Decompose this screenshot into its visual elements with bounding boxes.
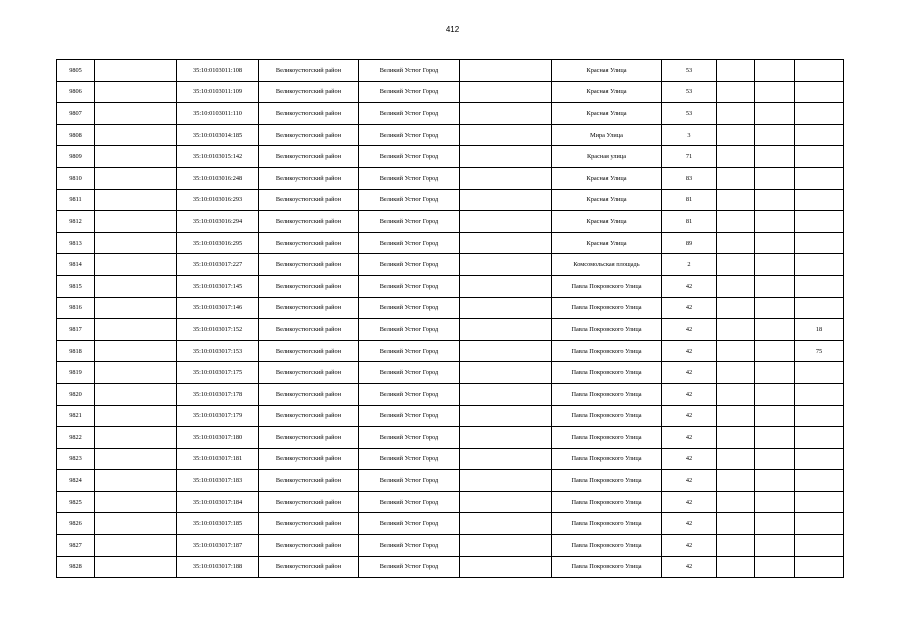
city-cell: Великий Устюг Город <box>359 275 460 297</box>
apartment-number-cell <box>795 448 844 470</box>
empty-cell <box>717 254 755 276</box>
row-number-cell: 9823 <box>57 448 95 470</box>
table-row <box>57 405 844 427</box>
apartment-number-cell <box>795 513 844 535</box>
empty-cell <box>95 405 177 427</box>
city-cell: Великий Устюг Город <box>359 513 460 535</box>
city-cell: Великий Устюг Город <box>359 491 460 513</box>
street-cell: Павла Покровского Улица <box>552 427 662 449</box>
district-cell: Великоустюгский район <box>259 513 359 535</box>
row-number-cell: 9805 <box>57 60 95 82</box>
empty-cell <box>755 232 795 254</box>
city-cell: Великий Устюг Город <box>359 535 460 557</box>
house-number-cell: 83 <box>662 167 717 189</box>
house-number-cell: 81 <box>662 211 717 233</box>
row-number-cell: 9806 <box>57 81 95 103</box>
apartment-number-cell <box>795 254 844 276</box>
district-cell: Великоустюгский район <box>259 427 359 449</box>
city-cell: Великий Устюг Город <box>359 146 460 168</box>
empty-cell <box>460 60 552 82</box>
empty-cell <box>95 556 177 578</box>
empty-cell <box>95 60 177 82</box>
street-cell: Павла Покровского Улица <box>552 275 662 297</box>
street-cell: Комсомольская площадь <box>552 254 662 276</box>
table-row <box>57 448 844 470</box>
district-cell: Великоустюгский район <box>259 103 359 125</box>
street-cell: Павла Покровского Улица <box>552 362 662 384</box>
empty-cell <box>755 405 795 427</box>
cadastral-number-cell: 35:10:0103016:294 <box>177 211 259 233</box>
empty-cell <box>755 491 795 513</box>
empty-cell <box>717 427 755 449</box>
cadastral-number-cell: 35:10:0103017:184 <box>177 491 259 513</box>
empty-cell <box>460 448 552 470</box>
empty-cell <box>717 319 755 341</box>
cadastral-number-cell: 35:10:0103017:175 <box>177 362 259 384</box>
empty-cell <box>717 491 755 513</box>
empty-cell <box>717 297 755 319</box>
row-number-cell: 9814 <box>57 254 95 276</box>
district-cell: Великоустюгский район <box>259 319 359 341</box>
row-number-cell: 9825 <box>57 491 95 513</box>
city-cell: Великий Устюг Город <box>359 383 460 405</box>
empty-cell <box>717 535 755 557</box>
row-number-cell: 9828 <box>57 556 95 578</box>
empty-cell <box>95 427 177 449</box>
district-cell: Великоустюгский район <box>259 297 359 319</box>
street-cell: Павла Покровского Улица <box>552 448 662 470</box>
empty-cell <box>755 167 795 189</box>
empty-cell <box>717 470 755 492</box>
city-cell: Великий Устюг Город <box>359 340 460 362</box>
empty-cell <box>460 470 552 492</box>
empty-cell <box>95 448 177 470</box>
street-cell: Павла Покровского Улица <box>552 556 662 578</box>
street-cell: Павла Покровского Улица <box>552 470 662 492</box>
empty-cell <box>95 211 177 233</box>
row-number-cell: 9808 <box>57 124 95 146</box>
empty-cell <box>755 470 795 492</box>
city-cell: Великий Устюг Город <box>359 448 460 470</box>
row-number-cell: 9822 <box>57 427 95 449</box>
empty-cell <box>460 167 552 189</box>
empty-cell <box>755 189 795 211</box>
row-number-cell: 9816 <box>57 297 95 319</box>
street-cell: Павла Покровского Улица <box>552 513 662 535</box>
empty-cell <box>460 319 552 341</box>
empty-cell <box>460 103 552 125</box>
cadastral-number-cell: 35:10:0103017:152 <box>177 319 259 341</box>
empty-cell <box>717 167 755 189</box>
row-number-cell: 9815 <box>57 275 95 297</box>
table-row <box>57 146 844 168</box>
house-number-cell: 53 <box>662 103 717 125</box>
empty-cell <box>460 535 552 557</box>
district-cell: Великоустюгский район <box>259 362 359 384</box>
row-number-cell: 9820 <box>57 383 95 405</box>
row-number-cell: 9809 <box>57 146 95 168</box>
empty-cell <box>755 319 795 341</box>
district-cell: Великоустюгский район <box>259 383 359 405</box>
city-cell: Великий Устюг Город <box>359 556 460 578</box>
cadastral-number-cell: 35:10:0103011:109 <box>177 81 259 103</box>
house-number-cell: 42 <box>662 491 717 513</box>
empty-cell <box>717 340 755 362</box>
house-number-cell: 81 <box>662 189 717 211</box>
row-number-cell: 9817 <box>57 319 95 341</box>
street-cell: Красная Улица <box>552 211 662 233</box>
row-number-cell: 9826 <box>57 513 95 535</box>
table-row <box>57 319 844 341</box>
city-cell: Великий Устюг Город <box>359 60 460 82</box>
city-cell: Великий Устюг Город <box>359 297 460 319</box>
apartment-number-cell <box>795 556 844 578</box>
empty-cell <box>755 448 795 470</box>
empty-cell <box>460 254 552 276</box>
street-cell: Красная Улица <box>552 60 662 82</box>
empty-cell <box>95 535 177 557</box>
house-number-cell: 42 <box>662 405 717 427</box>
city-cell: Великий Устюг Город <box>359 167 460 189</box>
empty-cell <box>95 124 177 146</box>
cadastral-number-cell: 35:10:0103014:185 <box>177 124 259 146</box>
empty-cell <box>717 124 755 146</box>
city-cell: Великий Устюг Город <box>359 124 460 146</box>
apartment-number-cell <box>795 535 844 557</box>
apartment-number-cell: 75 <box>795 340 844 362</box>
row-number-cell: 9821 <box>57 405 95 427</box>
empty-cell <box>460 427 552 449</box>
empty-cell <box>95 146 177 168</box>
empty-cell <box>460 491 552 513</box>
empty-cell <box>460 383 552 405</box>
street-cell: Красная Улица <box>552 167 662 189</box>
table-row <box>57 124 844 146</box>
empty-cell <box>755 146 795 168</box>
empty-cell <box>95 319 177 341</box>
district-cell: Великоустюгский район <box>259 470 359 492</box>
house-number-cell: 3 <box>662 124 717 146</box>
empty-cell <box>755 556 795 578</box>
page-number: 412 <box>445 25 460 34</box>
city-cell: Великий Устюг Город <box>359 427 460 449</box>
empty-cell <box>95 297 177 319</box>
street-cell: Красная Улица <box>552 81 662 103</box>
table-row <box>57 189 844 211</box>
empty-cell <box>460 513 552 535</box>
house-number-cell: 42 <box>662 362 717 384</box>
empty-cell <box>717 81 755 103</box>
empty-cell <box>717 405 755 427</box>
house-number-cell: 42 <box>662 556 717 578</box>
table-row <box>57 556 844 578</box>
cadastral-number-cell: 35:10:0103016:293 <box>177 189 259 211</box>
apartment-number-cell <box>795 232 844 254</box>
empty-cell <box>460 405 552 427</box>
cadastral-number-cell: 35:10:0103016:295 <box>177 232 259 254</box>
district-cell: Великоустюгский район <box>259 167 359 189</box>
district-cell: Великоустюгский район <box>259 535 359 557</box>
empty-cell <box>755 103 795 125</box>
empty-cell <box>755 297 795 319</box>
empty-cell <box>460 211 552 233</box>
row-number-cell: 9827 <box>57 535 95 557</box>
table-row <box>57 275 844 297</box>
street-cell: Красная Улица <box>552 189 662 211</box>
table-row <box>57 470 844 492</box>
house-number-cell: 53 <box>662 60 717 82</box>
empty-cell <box>460 340 552 362</box>
empty-cell <box>460 556 552 578</box>
table-row <box>57 60 844 82</box>
apartment-number-cell <box>795 275 844 297</box>
house-number-cell: 42 <box>662 297 717 319</box>
apartment-number-cell <box>795 189 844 211</box>
table-row <box>57 81 844 103</box>
cadastral-number-cell: 35:10:0103015:142 <box>177 146 259 168</box>
district-cell: Великоустюгский район <box>259 448 359 470</box>
district-cell: Великоустюгский район <box>259 232 359 254</box>
cadastral-number-cell: 35:10:0103017:180 <box>177 427 259 449</box>
table-row <box>57 513 844 535</box>
table-row <box>57 362 844 384</box>
apartment-number-cell: 18 <box>795 319 844 341</box>
row-number-cell: 9810 <box>57 167 95 189</box>
empty-cell <box>755 60 795 82</box>
empty-cell <box>95 81 177 103</box>
empty-cell <box>717 103 755 125</box>
empty-cell <box>95 232 177 254</box>
table-row <box>57 211 844 233</box>
street-cell: Павла Покровского Улица <box>552 405 662 427</box>
empty-cell <box>717 448 755 470</box>
cadastral-number-cell: 35:10:0103011:110 <box>177 103 259 125</box>
empty-cell <box>755 211 795 233</box>
apartment-number-cell <box>795 146 844 168</box>
city-cell: Великий Устюг Город <box>359 81 460 103</box>
empty-cell <box>755 124 795 146</box>
table-row <box>57 535 844 557</box>
street-cell: Павла Покровского Улица <box>552 491 662 513</box>
empty-cell <box>755 362 795 384</box>
empty-cell <box>717 383 755 405</box>
empty-cell <box>460 189 552 211</box>
apartment-number-cell <box>795 362 844 384</box>
row-number-cell: 9811 <box>57 189 95 211</box>
street-cell: Красная Улица <box>552 232 662 254</box>
empty-cell <box>755 275 795 297</box>
empty-cell <box>717 275 755 297</box>
cadastral-number-cell: 35:10:0103017:145 <box>177 275 259 297</box>
empty-cell <box>95 275 177 297</box>
table-row <box>57 167 844 189</box>
house-number-cell: 42 <box>662 470 717 492</box>
house-number-cell: 42 <box>662 275 717 297</box>
city-cell: Великий Устюг Город <box>359 319 460 341</box>
cadastral-number-cell: 35:10:0103017:181 <box>177 448 259 470</box>
empty-cell <box>717 146 755 168</box>
empty-cell <box>460 124 552 146</box>
house-number-cell: 42 <box>662 319 717 341</box>
street-cell: Павла Покровского Улица <box>552 297 662 319</box>
city-cell: Великий Устюг Город <box>359 232 460 254</box>
cadastral-number-cell: 35:10:0103017:153 <box>177 340 259 362</box>
street-cell: Красная Улица <box>552 103 662 125</box>
empty-cell <box>717 60 755 82</box>
district-cell: Великоустюгский район <box>259 146 359 168</box>
district-cell: Великоустюгский район <box>259 275 359 297</box>
street-cell: Красная улица <box>552 146 662 168</box>
empty-cell <box>755 81 795 103</box>
district-cell: Великоустюгский район <box>259 405 359 427</box>
district-cell: Великоустюгский район <box>259 60 359 82</box>
row-number-cell: 9807 <box>57 103 95 125</box>
house-number-cell: 42 <box>662 340 717 362</box>
district-cell: Великоустюгский район <box>259 211 359 233</box>
empty-cell <box>755 427 795 449</box>
empty-cell <box>95 254 177 276</box>
house-number-cell: 2 <box>662 254 717 276</box>
city-cell: Великий Устюг Город <box>359 211 460 233</box>
district-cell: Великоустюгский район <box>259 189 359 211</box>
empty-cell <box>460 146 552 168</box>
apartment-number-cell <box>795 124 844 146</box>
apartment-number-cell <box>795 470 844 492</box>
row-number-cell: 9813 <box>57 232 95 254</box>
empty-cell <box>95 491 177 513</box>
apartment-number-cell <box>795 297 844 319</box>
empty-cell <box>95 513 177 535</box>
house-number-cell: 42 <box>662 383 717 405</box>
apartment-number-cell <box>795 103 844 125</box>
empty-cell <box>95 340 177 362</box>
apartment-number-cell <box>795 491 844 513</box>
district-cell: Великоустюгский район <box>259 491 359 513</box>
apartment-number-cell <box>795 211 844 233</box>
empty-cell <box>755 513 795 535</box>
apartment-number-cell <box>795 405 844 427</box>
cadastral-number-cell: 35:10:0103017:185 <box>177 513 259 535</box>
street-cell: Павла Покровского Улица <box>552 340 662 362</box>
table-row <box>57 427 844 449</box>
district-cell: Великоустюгский район <box>259 81 359 103</box>
house-number-cell: 42 <box>662 535 717 557</box>
cadastral-number-cell: 35:10:0103017:183 <box>177 470 259 492</box>
empty-cell <box>460 362 552 384</box>
cadastral-number-cell: 35:10:0103017:187 <box>177 535 259 557</box>
table-row <box>57 103 844 125</box>
cadastral-number-cell: 35:10:0103017:188 <box>177 556 259 578</box>
row-number-cell: 9818 <box>57 340 95 362</box>
empty-cell <box>95 383 177 405</box>
district-cell: Великоустюгский район <box>259 556 359 578</box>
cadastral-number-cell: 35:10:0103017:227 <box>177 254 259 276</box>
house-number-cell: 42 <box>662 448 717 470</box>
empty-cell <box>717 189 755 211</box>
empty-cell <box>755 340 795 362</box>
cadastral-number-cell: 35:10:0103017:178 <box>177 383 259 405</box>
house-number-cell: 42 <box>662 513 717 535</box>
house-number-cell: 53 <box>662 81 717 103</box>
apartment-number-cell <box>795 383 844 405</box>
empty-cell <box>717 232 755 254</box>
apartment-number-cell <box>795 167 844 189</box>
city-cell: Великий Устюг Город <box>359 362 460 384</box>
empty-cell <box>460 297 552 319</box>
empty-cell <box>717 556 755 578</box>
row-number-cell: 9819 <box>57 362 95 384</box>
empty-cell <box>460 81 552 103</box>
table-row <box>57 254 844 276</box>
street-cell: Павла Покровского Улица <box>552 319 662 341</box>
cadastral-number-cell: 35:10:0103016:248 <box>177 167 259 189</box>
city-cell: Великий Устюг Город <box>359 189 460 211</box>
table-row <box>57 383 844 405</box>
apartment-number-cell <box>795 60 844 82</box>
empty-cell <box>755 535 795 557</box>
empty-cell <box>755 383 795 405</box>
empty-cell <box>95 189 177 211</box>
table-row <box>57 491 844 513</box>
house-number-cell: 89 <box>662 232 717 254</box>
empty-cell <box>95 470 177 492</box>
empty-cell <box>755 254 795 276</box>
empty-cell <box>717 211 755 233</box>
empty-cell <box>95 362 177 384</box>
registry-table <box>56 59 844 578</box>
street-cell: Павла Покровского Улица <box>552 535 662 557</box>
empty-cell <box>460 275 552 297</box>
apartment-number-cell <box>795 81 844 103</box>
empty-cell <box>95 167 177 189</box>
table-body <box>57 60 844 578</box>
empty-cell <box>95 103 177 125</box>
district-cell: Великоустюгский район <box>259 254 359 276</box>
city-cell: Великий Устюг Город <box>359 254 460 276</box>
empty-cell <box>717 513 755 535</box>
row-number-cell: 9812 <box>57 211 95 233</box>
street-cell: Павла Покровского Улица <box>552 383 662 405</box>
house-number-cell: 71 <box>662 146 717 168</box>
district-cell: Великоустюгский район <box>259 340 359 362</box>
empty-cell <box>460 232 552 254</box>
district-cell: Великоустюгский район <box>259 124 359 146</box>
empty-cell <box>717 362 755 384</box>
cadastral-number-cell: 35:10:0103017:146 <box>177 297 259 319</box>
city-cell: Великий Устюг Город <box>359 103 460 125</box>
cadastral-number-cell: 35:10:0103011:108 <box>177 60 259 82</box>
table-row <box>57 232 844 254</box>
city-cell: Великий Устюг Город <box>359 405 460 427</box>
cadastral-number-cell: 35:10:0103017:179 <box>177 405 259 427</box>
table-row <box>57 297 844 319</box>
apartment-number-cell <box>795 427 844 449</box>
city-cell: Великий Устюг Город <box>359 470 460 492</box>
house-number-cell: 42 <box>662 427 717 449</box>
street-cell: Мира Улица <box>552 124 662 146</box>
table-row <box>57 340 844 362</box>
row-number-cell: 9824 <box>57 470 95 492</box>
